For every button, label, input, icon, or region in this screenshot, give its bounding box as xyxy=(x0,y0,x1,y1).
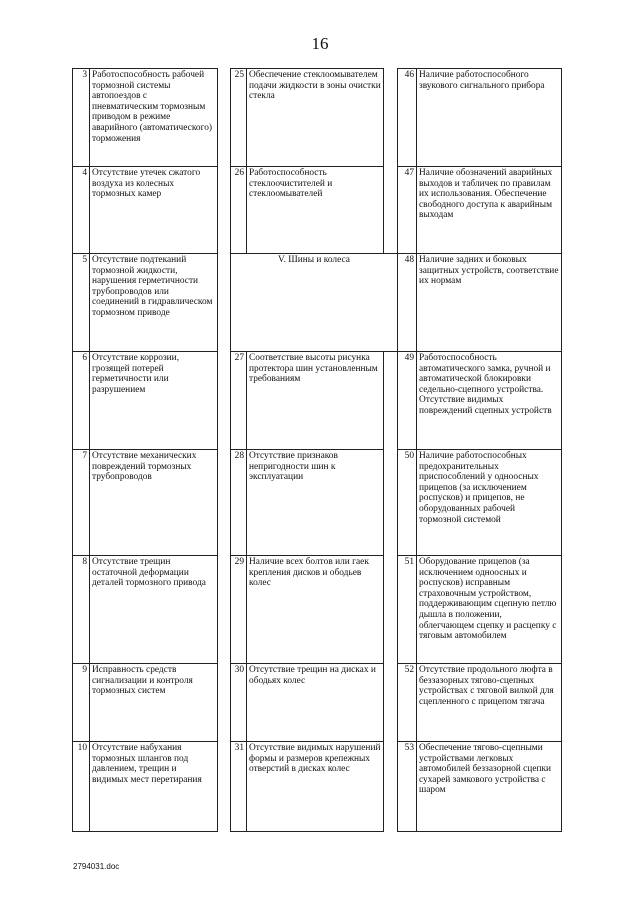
item-number: 7 xyxy=(73,450,90,556)
item-number: 28 xyxy=(231,450,247,556)
column-gap xyxy=(384,450,398,556)
table-row xyxy=(73,69,562,167)
table-row xyxy=(73,167,562,254)
item-number: 50 xyxy=(398,450,417,556)
item-number: 9 xyxy=(73,664,90,742)
item-text: Обеспечение стеклоомывателем подачи жидкости в зоны очистки стекла xyxy=(247,69,384,167)
item-text: Наличие всех болтов или гаек крепления дисков и ободьев колес xyxy=(247,556,384,664)
item-number: 4 xyxy=(73,167,90,254)
item-text: Работоспособность стеклоочистителей и стеклоомывателей xyxy=(247,167,384,254)
item-text: Отсутствие набухания тормозных шлангов под давлением, трещин и видимых мест перетирания xyxy=(90,742,218,832)
column-gap xyxy=(384,167,398,254)
item-text: Отсутствие видимых нарушений формы и размеров крепежных отверстий в дисках колес xyxy=(247,742,384,832)
item-number: 53 xyxy=(398,742,417,832)
item-number: 49 xyxy=(398,352,417,450)
item-text: Отсутствие коррозии, грозящей потерей герметичности или разрушением xyxy=(90,352,218,450)
item-number: 3 xyxy=(73,69,90,167)
column-gap xyxy=(218,167,231,254)
table-row xyxy=(73,254,562,352)
column-gap xyxy=(384,664,398,742)
table-row xyxy=(73,742,562,832)
item-text: Наличие работоспособного звукового сигнального прибора xyxy=(417,69,562,167)
item-number: 48 xyxy=(398,254,417,352)
item-number: 8 xyxy=(73,556,90,664)
item-text: Обеспечение тягово-сцепными устройствами легковых автомобилей беззазорной сцепки сухарей замкового устройства с шаром xyxy=(417,742,562,832)
item-number: 52 xyxy=(398,664,417,742)
column-gap xyxy=(384,69,398,167)
document-file-code: 2794031.doc xyxy=(73,862,120,871)
item-number: 30 xyxy=(231,664,247,742)
item-text: Отсутствие утечек сжатого воздуха из колесных тормозных камер xyxy=(90,167,218,254)
column-gap xyxy=(218,254,231,352)
item-number: 26 xyxy=(231,167,247,254)
column-gap xyxy=(218,742,231,832)
section-heading: V. Шины и колеса xyxy=(231,254,398,352)
item-number: 25 xyxy=(231,69,247,167)
inspection-checklist-table xyxy=(72,68,562,832)
item-text: Соответствие высоты рисунка протектора шин установленным требованиям xyxy=(247,352,384,450)
item-number: 47 xyxy=(398,167,417,254)
item-number: 27 xyxy=(231,352,247,450)
item-text: Отсутствие подтеканий тормозной жидкости, нарушения герметичности трубопроводов или соединений в гидравлическом тормозном приводе xyxy=(90,254,218,352)
item-number: 51 xyxy=(398,556,417,664)
item-text: Оборудование прицепов (за исключением одноосных и роспусков) исправным страховочным устройством, поддерживающим сцепную петлю дышла в положении, облегчающем сцепку и расцепку с тяговым автомобилем xyxy=(417,556,562,664)
item-text: Отсутствие продольного люфта в беззазорных тягово-сцепных устройствах с тяговой вилкой для сцепленного с прицепом тягача xyxy=(417,664,562,742)
table-row xyxy=(73,556,562,664)
column-gap xyxy=(384,556,398,664)
column-gap xyxy=(384,352,398,450)
column-gap xyxy=(218,556,231,664)
page-number: 16 xyxy=(311,34,329,53)
item-number: 10 xyxy=(73,742,90,832)
item-text: Наличие обозначений аварийных выходов и табличек по правилам их использования. Обеспечение свободного доступа к аварийным выходам xyxy=(417,167,562,254)
item-text: Отсутствие механических повреждений тормозных трубопроводов xyxy=(90,450,218,556)
table-row xyxy=(73,664,562,742)
item-number: 29 xyxy=(231,556,247,664)
item-number: 6 xyxy=(73,352,90,450)
item-text: Работоспособность автоматического замка, ручной и автоматической блокировки седельно-сцепного устройства. Отсутствие видимых повреждений сцепных устройств xyxy=(417,352,562,450)
item-text: Наличие работоспособных предохранительных приспособлений у одноосных прицепов (за исключением роспусков) и прицепов, не оборудованных рабочей тормозной системой xyxy=(417,450,562,556)
column-gap xyxy=(218,450,231,556)
column-gap xyxy=(384,742,398,832)
item-text: Отсутствие признаков непригодности шин к эксплуатации xyxy=(247,450,384,556)
item-number: 5 xyxy=(73,254,90,352)
column-gap xyxy=(218,352,231,450)
table-row xyxy=(73,352,562,450)
item-number: 46 xyxy=(398,69,417,167)
table-row xyxy=(73,450,562,556)
column-gap xyxy=(218,664,231,742)
item-text: Отсутствие трещин на дисках и ободьях колес xyxy=(247,664,384,742)
item-number: 31 xyxy=(231,742,247,832)
item-text: Работоспособность рабочей тормозной системы автопоездов с пневматическим тормозным приводом в режиме аварийного (автоматического) торможения xyxy=(90,69,218,167)
item-text: Наличие задних и боковых защитных устройств, соответствие их нормам xyxy=(417,254,562,352)
item-text: Отсутствие трещин остаточной деформации деталей тормозного привода xyxy=(90,556,218,664)
column-gap xyxy=(218,69,231,167)
item-text: Исправность средств сигнализации и контроля тормозных систем xyxy=(90,664,218,742)
